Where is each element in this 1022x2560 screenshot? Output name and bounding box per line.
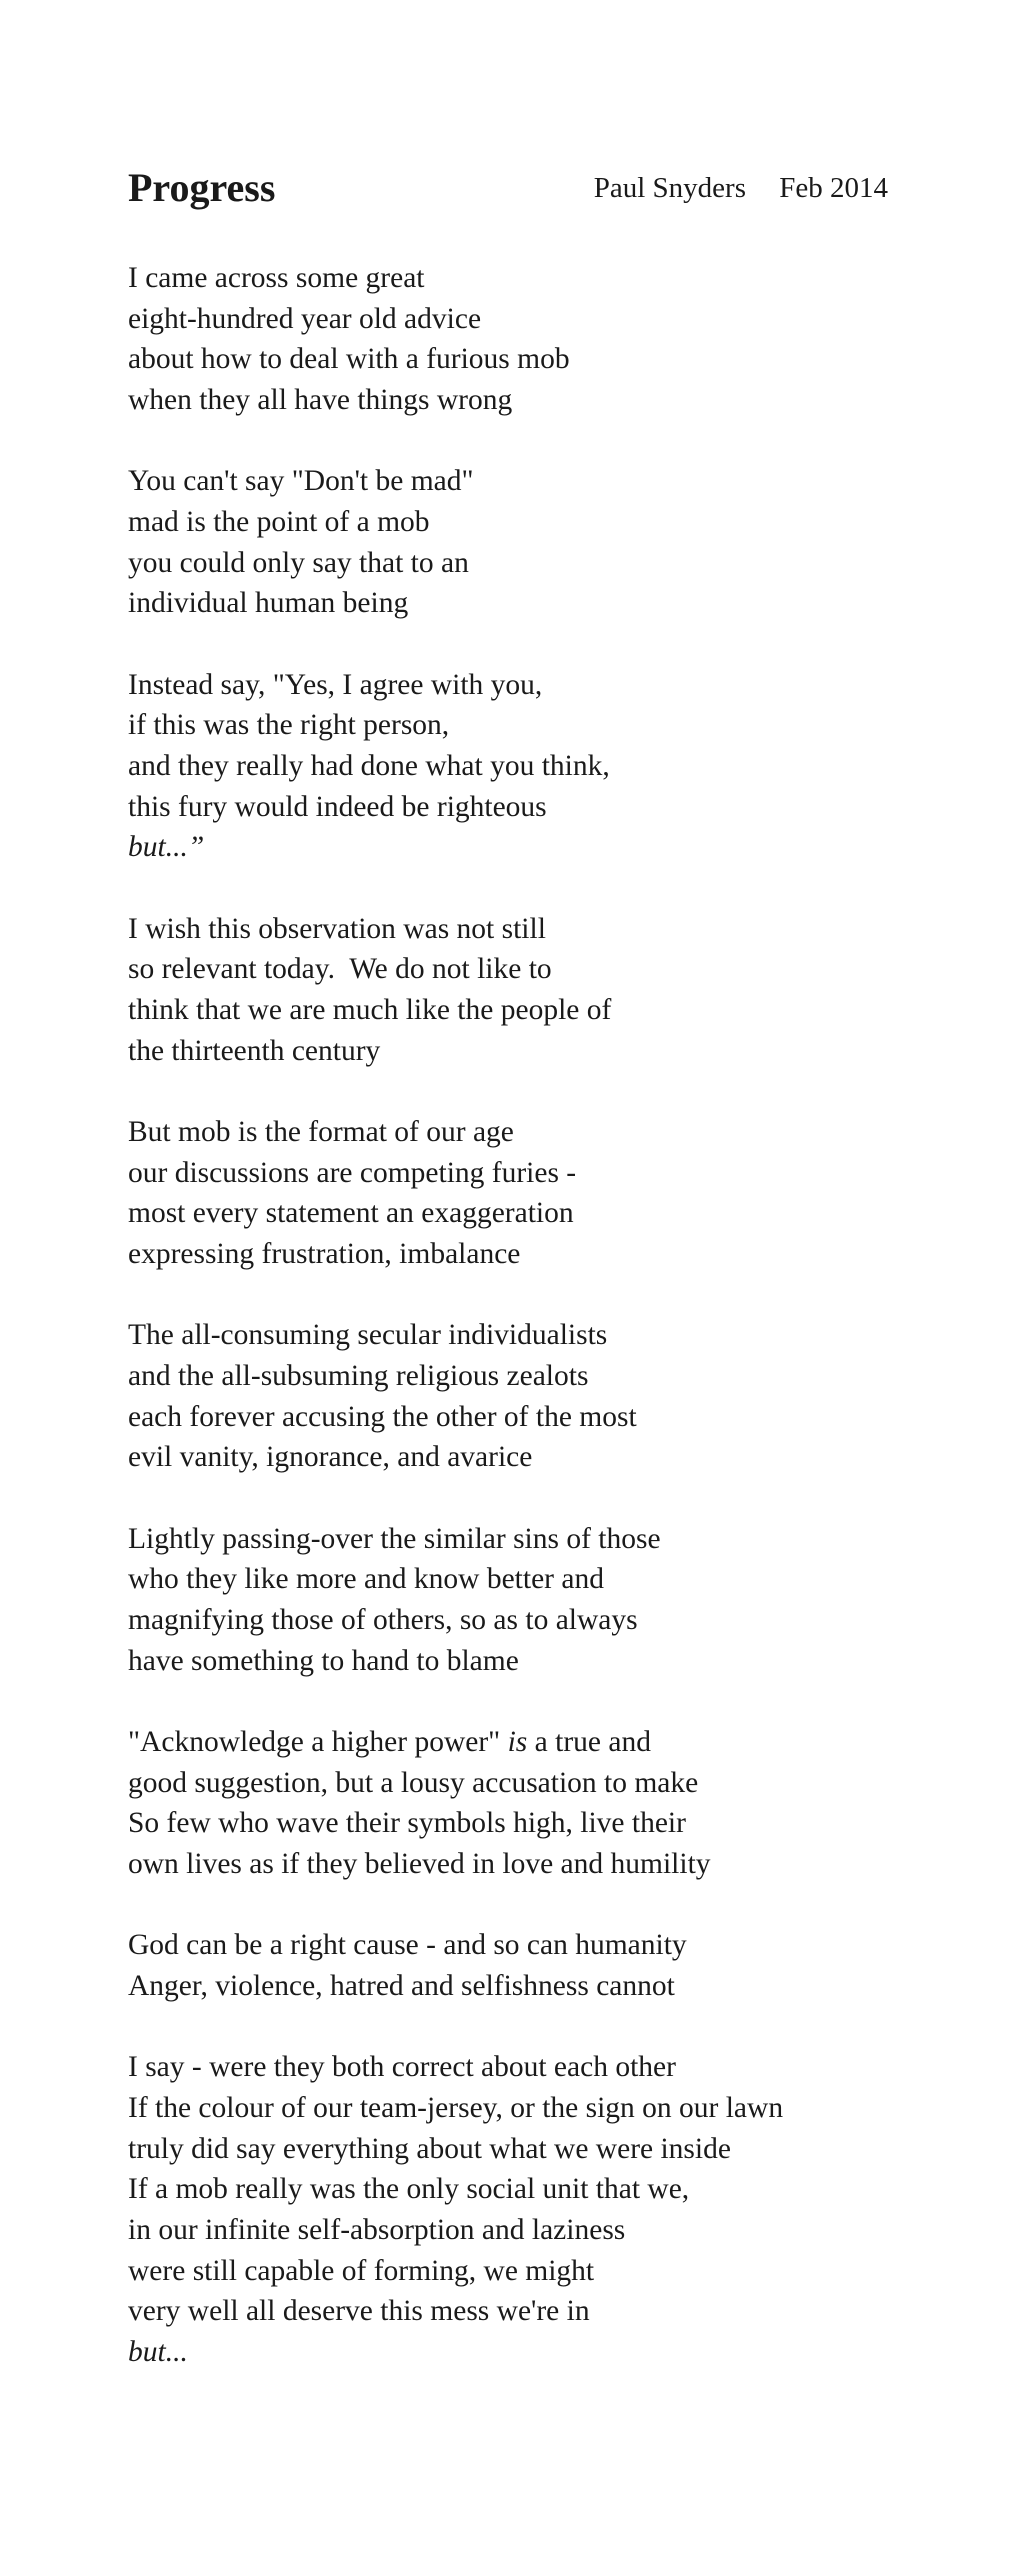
poem-line: think that we are much like the people of: [128, 994, 612, 1027]
poem-line: good suggestion, but a lousy accusation to make: [128, 1766, 699, 1799]
poem-line: if this was the right person,: [128, 709, 450, 742]
poem-title: Progress: [128, 165, 276, 210]
poem-line: The all-consuming secular individualists: [128, 1319, 608, 1352]
poem-line: own lives as if they believed in love and humility: [128, 1848, 711, 1880]
poem-meta: [594, 168, 888, 208]
stanza: [128, 2047, 988, 2373]
poem-line: most every statement an exaggeration: [128, 1197, 574, 1230]
stanza: [128, 1519, 988, 1682]
poem-line: about how to deal with a furious mob: [128, 343, 570, 376]
poem-line: and the all-subsuming religious zealots: [128, 1359, 589, 1392]
poem-line: were still capable of forming, we might: [128, 2254, 595, 2287]
poem-line: mad is the point of a mob: [128, 506, 430, 539]
poem-line-italic: but...: [128, 2336, 188, 2369]
poem-line: in our infinite self-absorption and laziness: [128, 2213, 626, 2246]
poem-header: [128, 158, 888, 218]
stanza: [128, 1925, 988, 2006]
poem-line: you could only say that to an: [128, 546, 469, 579]
poem-line: So few who wave their symbols high, live their: [128, 1807, 686, 1840]
stanza: [128, 1315, 988, 1478]
stanza: [128, 1112, 988, 1275]
poem-line: each forever accusing the other of the most: [128, 1400, 637, 1433]
poem-line: If a mob really was the only social unit that we,: [128, 2173, 690, 2206]
poem-line: this fury would indeed be righteous: [128, 790, 547, 823]
poem-line: I say - were they both correct about each other: [128, 2051, 676, 2084]
poem-line: the thirteenth century: [128, 1034, 381, 1067]
stanza: [128, 909, 988, 1072]
stanza: [128, 665, 988, 869]
poem-line: If the colour of our team-jersey, or the sign on our lawn: [128, 2091, 784, 2124]
poem-line: Anger, violence, hatred and selfishness cannot: [128, 1969, 675, 2002]
stanza: [128, 1722, 988, 1885]
poem-line: and they really had done what you think,: [128, 750, 610, 783]
poem-line: I wish this observation was not still: [128, 912, 546, 945]
author-name: Paul Snyders: [593, 172, 746, 204]
poem-line: evil vanity, ignorance, and avarice: [128, 1441, 533, 1474]
poem-line: But mob is the format of our age: [128, 1115, 514, 1148]
stanza: [128, 461, 988, 624]
poem-line: Instead say, "Yes, I agree with you,: [128, 668, 543, 701]
poem-line: God can be a right cause - and so can humanity: [128, 1929, 687, 1962]
poem-line: when they all have things wrong: [128, 384, 513, 417]
poem-line: who they like more and know better and: [128, 1563, 604, 1596]
poem-line: Lightly passing-over the similar sins of those: [128, 1522, 661, 1555]
poem-line: You can't say "Don't be mad": [128, 465, 474, 498]
poem-line: our discussions are competing furies -: [128, 1156, 577, 1189]
poem-line: magnifying those of others, so as to always: [128, 1603, 638, 1636]
poem-line-italic: but...”: [128, 831, 205, 864]
poem-line: I came across some great: [128, 262, 425, 294]
poem-line: [128, 1722, 988, 1763]
poem-line: very well all deserve this mess we're in: [128, 2295, 590, 2328]
stanza: [128, 258, 988, 421]
line-text: a true and: [527, 1725, 651, 1758]
poem-line: so relevant today. We do not like to: [128, 953, 552, 986]
poem-line: truly did say everything about what we were inside: [128, 2132, 731, 2165]
poem-body: [128, 258, 988, 2413]
line-text: "Acknowledge a higher power": [128, 1725, 508, 1758]
poem-line: expressing frustration, imbalance: [128, 1238, 521, 1271]
poem-line: eight-hundred year old advice: [128, 302, 482, 335]
emphasis-text: is: [507, 1725, 528, 1758]
poem-date: Feb 2014: [779, 172, 888, 204]
poem-line: individual human being: [128, 587, 409, 620]
poem-line: have something to hand to blame: [128, 1644, 519, 1677]
